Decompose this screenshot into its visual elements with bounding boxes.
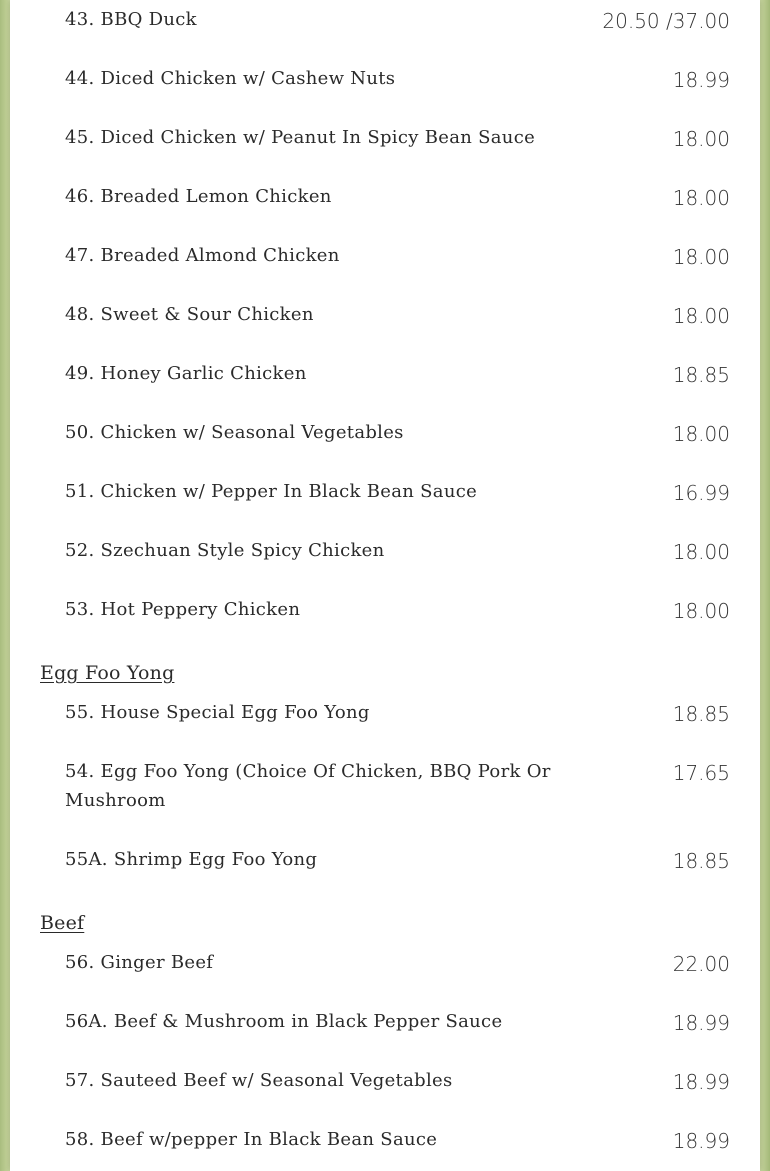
menu-item-name: 58. Beef w/pepper In Black Bean Sauce (65, 1129, 438, 1150)
menu-item-name: 50. Chicken w/ Seasonal Vegetables (65, 422, 404, 443)
menu-item-price: 18.99 (672, 68, 730, 92)
menu-item[interactable] (65, 182, 730, 213)
menu-item-name: 54. Egg Foo Yong (Choice Of Chicken, BBQ Pork Or Mushroom (65, 761, 551, 811)
menu-item-name: 52. Szechuan Style Spicy Chicken (65, 540, 385, 561)
menu-item-name: 51. Chicken w/ Pepper In Black Bean Sauce (65, 481, 478, 502)
menu-item-name: 56A. Beef & Mushroom in Black Pepper Sauce (65, 1011, 503, 1032)
menu-item[interactable] (65, 1125, 730, 1156)
menu-item-price: 20.50 /37.00 (602, 9, 730, 33)
menu-item-name: 55A. Shrimp Egg Foo Yong (65, 849, 318, 870)
menu-item[interactable] (65, 948, 730, 979)
menu-item[interactable] (65, 418, 730, 449)
menu-item-price: 18.99 (672, 1129, 730, 1153)
menu-item-price: 18.99 (672, 1070, 730, 1094)
section-title-beef: Beef (40, 912, 85, 934)
menu-item-price: 18.85 (672, 849, 730, 873)
menu-item[interactable] (65, 1007, 730, 1038)
menu-item[interactable] (65, 845, 730, 876)
menu-item-price: 18.99 (672, 1011, 730, 1035)
section-title-egg-foo-yong: Egg Foo Yong (40, 662, 175, 684)
menu-item[interactable] (65, 64, 730, 95)
menu-item-name: 46. Breaded Lemon Chicken (65, 186, 332, 207)
menu-panel (10, 0, 760, 1171)
menu-item-name: 43. BBQ Duck (65, 9, 197, 30)
menu-item[interactable] (65, 5, 730, 36)
menu-item[interactable] (65, 123, 730, 154)
menu-item-name: 57. Sauteed Beef w/ Seasonal Vegetables (65, 1070, 453, 1091)
menu-item[interactable] (65, 595, 730, 626)
menu-item-name: 44. Diced Chicken w/ Cashew Nuts (65, 68, 396, 89)
menu-item-name: 53. Hot Peppery Chicken (65, 599, 301, 620)
menu-item-name: 48. Sweet & Sour Chicken (65, 304, 314, 325)
menu-item-price: 18.85 (672, 363, 730, 387)
menu-item[interactable] (65, 477, 730, 508)
menu-item-price: 18.00 (672, 422, 730, 446)
menu-item-price: 18.00 (672, 599, 730, 623)
menu-item-price: 16.99 (672, 481, 730, 505)
menu-item[interactable] (65, 698, 730, 729)
menu-item-price: 18.00 (672, 540, 730, 564)
menu-item-name: 47. Breaded Almond Chicken (65, 245, 340, 266)
menu-item-price: 22.00 (672, 952, 730, 976)
menu-item-price: 18.00 (672, 186, 730, 210)
menu-item-price: 18.85 (672, 702, 730, 726)
menu-item[interactable] (65, 1066, 730, 1097)
menu-item[interactable] (65, 359, 730, 390)
menu-item-name: 55. House Special Egg Foo Yong (65, 702, 370, 723)
menu-item-price: 17.65 (672, 761, 730, 785)
menu-item[interactable] (65, 757, 730, 815)
menu-item-price: 18.00 (672, 245, 730, 269)
menu-item[interactable] (65, 536, 730, 567)
menu-item-name: 56. Ginger Beef (65, 952, 214, 973)
menu-item-price: 18.00 (672, 304, 730, 328)
menu-item-price: 18.00 (672, 127, 730, 151)
menu-item-name: 45. Diced Chicken w/ Peanut In Spicy Bean Sauce (65, 127, 536, 148)
menu-item[interactable] (65, 241, 730, 272)
menu-item[interactable] (65, 300, 730, 331)
menu-item-name: 49. Honey Garlic Chicken (65, 363, 307, 384)
